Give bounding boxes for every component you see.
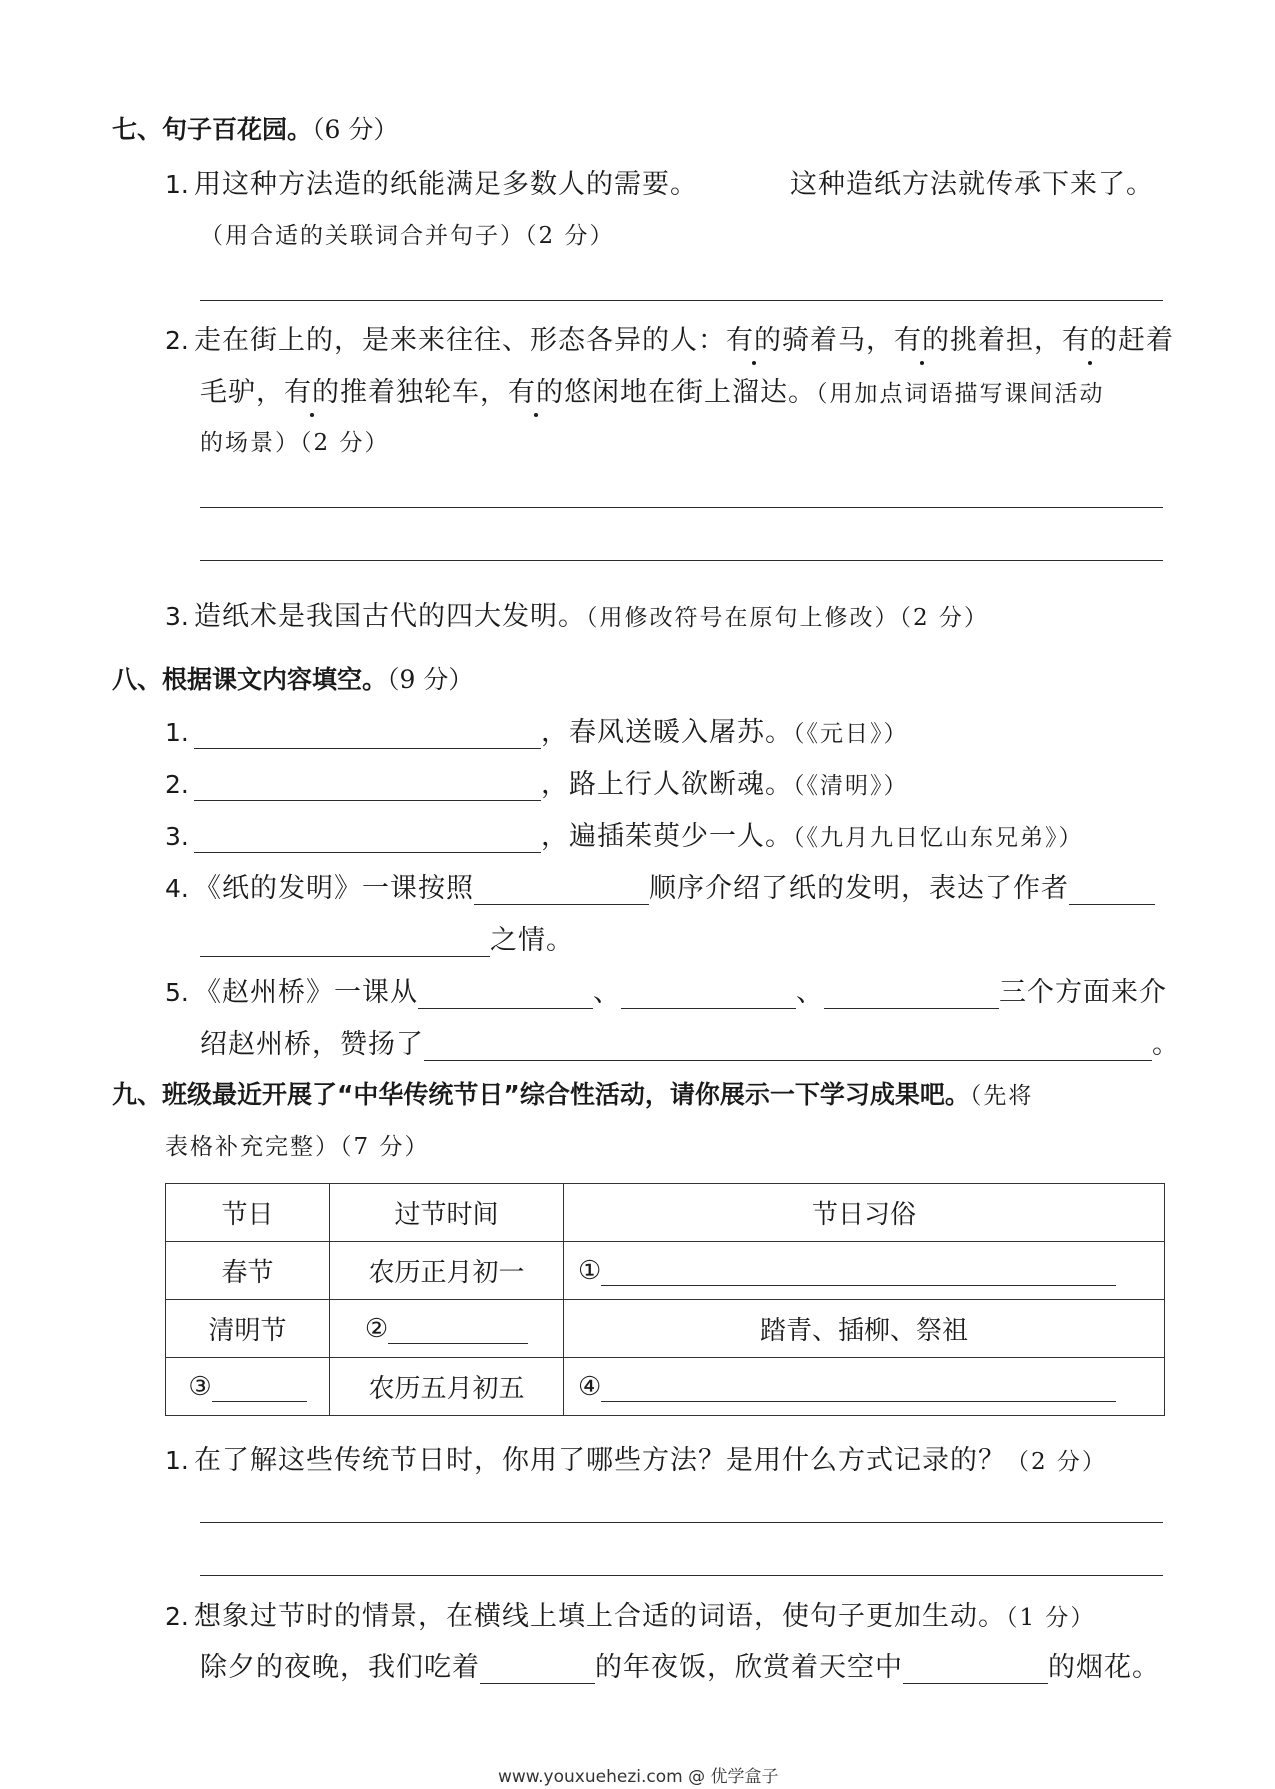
section-9-instr: 表格补充完整）（7 分） <box>165 1134 430 1160</box>
festival-table <box>165 1183 1165 1416</box>
fill-blank[interactable] <box>601 1375 1116 1402</box>
fill-blank[interactable] <box>474 874 649 905</box>
fill-blank[interactable] <box>621 978 796 1009</box>
s9-q2-sentence: 除夕的夜晚，我们吃着 的年夜饭，欣赏着天空中 的烟花。 <box>200 1652 1160 1683</box>
dotted-word: 有的 <box>726 318 782 357</box>
s7-q1-part2: 这种造纸方法就传承下来了。 <box>790 169 1154 200</box>
answer-line[interactable] <box>200 560 1163 561</box>
table-header: 节日 <box>166 1184 330 1242</box>
s7-q2-instr: 的场景）（2 分） <box>200 430 390 456</box>
s7-q1-instr: （用合适的关联词合并句子）（2 分） <box>200 223 615 249</box>
footer-watermark: www.youxuehezi.com @ 优学盒子 <box>498 1767 779 1787</box>
fill-blank[interactable] <box>1069 874 1155 905</box>
dotted-word: 有的 <box>894 318 950 357</box>
s8-q1: 1. ，春风送暖入屠苏。（《元日》） <box>165 717 909 748</box>
answer-line[interactable] <box>200 1575 1163 1576</box>
s7-q2-line2: 毛驴，有的推着独轮车，有的悠闲地在街上溜达。（用加点词语描写课间活动 <box>200 370 1105 409</box>
table-row <box>166 1358 1165 1416</box>
table-header-row <box>166 1184 1165 1242</box>
s9-q1: 1. 在了解这些传统节日时，你用了哪些方法？是用什么方式记录的？（2 分） <box>165 1445 1107 1476</box>
fill-blank[interactable] <box>194 822 541 853</box>
s8-q4: 4. 《纸的发明》一课按照 顺序介绍了纸的发明，表达了作者 <box>165 866 1155 905</box>
fill-blank[interactable] <box>194 770 541 801</box>
section-8-title: 八、根据课文内容填空。（9 分） <box>112 665 474 694</box>
s8-q5: 5. 《赵州桥》一课从 、 、 三个方面来介 <box>165 977 1167 1008</box>
section-9-title: 九、班级最近开展了“中华传统节日”综合性活动，请你展示一下学习成果吧。（先将 <box>112 1080 1034 1109</box>
fill-blank[interactable] <box>194 718 541 749</box>
answer-line[interactable] <box>200 300 1163 301</box>
fill-blank[interactable] <box>388 1317 528 1344</box>
table-cell: 农历五月初五 <box>330 1358 564 1416</box>
fill-blank[interactable] <box>424 1030 1152 1061</box>
table-cell[interactable]: ③ <box>166 1358 330 1416</box>
fill-blank[interactable] <box>480 1653 595 1684</box>
s8-q2: 2. ，路上行人欲断魂。（《清明》） <box>165 769 909 800</box>
table-cell[interactable]: ② <box>330 1300 564 1358</box>
table-cell[interactable]: ④ <box>564 1358 1165 1416</box>
s7-q2-line1: 2. 走在街上的，是来来往往、形态各异的人：有的骑着马，有的挑着担，有的赶着 <box>165 318 1174 357</box>
table-cell: 踏青、插柳、祭祖 <box>564 1300 1165 1358</box>
dotted-word: 有的 <box>284 370 340 409</box>
fill-blank[interactable] <box>418 978 593 1009</box>
s8-q4-cont: 之情。 <box>200 918 574 957</box>
dotted-word: 有的 <box>1062 318 1118 357</box>
dotted-word: 有的 <box>508 370 564 409</box>
s9-q2: 2. 想象过节时的情景，在横线上填上合适的词语，使句子更加生动。（1 分） <box>165 1601 1096 1632</box>
fill-blank[interactable] <box>903 1653 1048 1684</box>
fill-blank[interactable] <box>601 1259 1116 1286</box>
answer-line[interactable] <box>200 1522 1163 1523</box>
s8-q3: 3. ，遍插茱萸少一人。（《九月九日忆山东兄弟》） <box>165 821 1084 852</box>
s7-q3: 3. 造纸术是我国古代的四大发明。（用修改符号在原句上修改）（2 分） <box>165 601 989 632</box>
answer-line[interactable] <box>200 507 1163 508</box>
table-cell: 农历正月初一 <box>330 1242 564 1300</box>
table-row <box>166 1242 1165 1300</box>
table-row <box>166 1300 1165 1358</box>
fill-blank[interactable] <box>212 1375 307 1402</box>
section-7-title: 七、句子百花园。（6 分） <box>112 115 399 144</box>
fill-blank[interactable] <box>200 926 490 957</box>
fill-blank[interactable] <box>824 978 999 1009</box>
s8-q5-cont: 绍赵州桥，赞扬了 。 <box>200 1029 1180 1060</box>
s7-q1: 1. 用这种方法造的纸能满足多数人的需要。 <box>165 169 698 200</box>
table-header: 节日习俗 <box>564 1184 1165 1242</box>
table-cell: 春节 <box>166 1242 330 1300</box>
table-header: 过节时间 <box>330 1184 564 1242</box>
table-cell: 清明节 <box>166 1300 330 1358</box>
table-cell[interactable]: ① <box>564 1242 1165 1300</box>
